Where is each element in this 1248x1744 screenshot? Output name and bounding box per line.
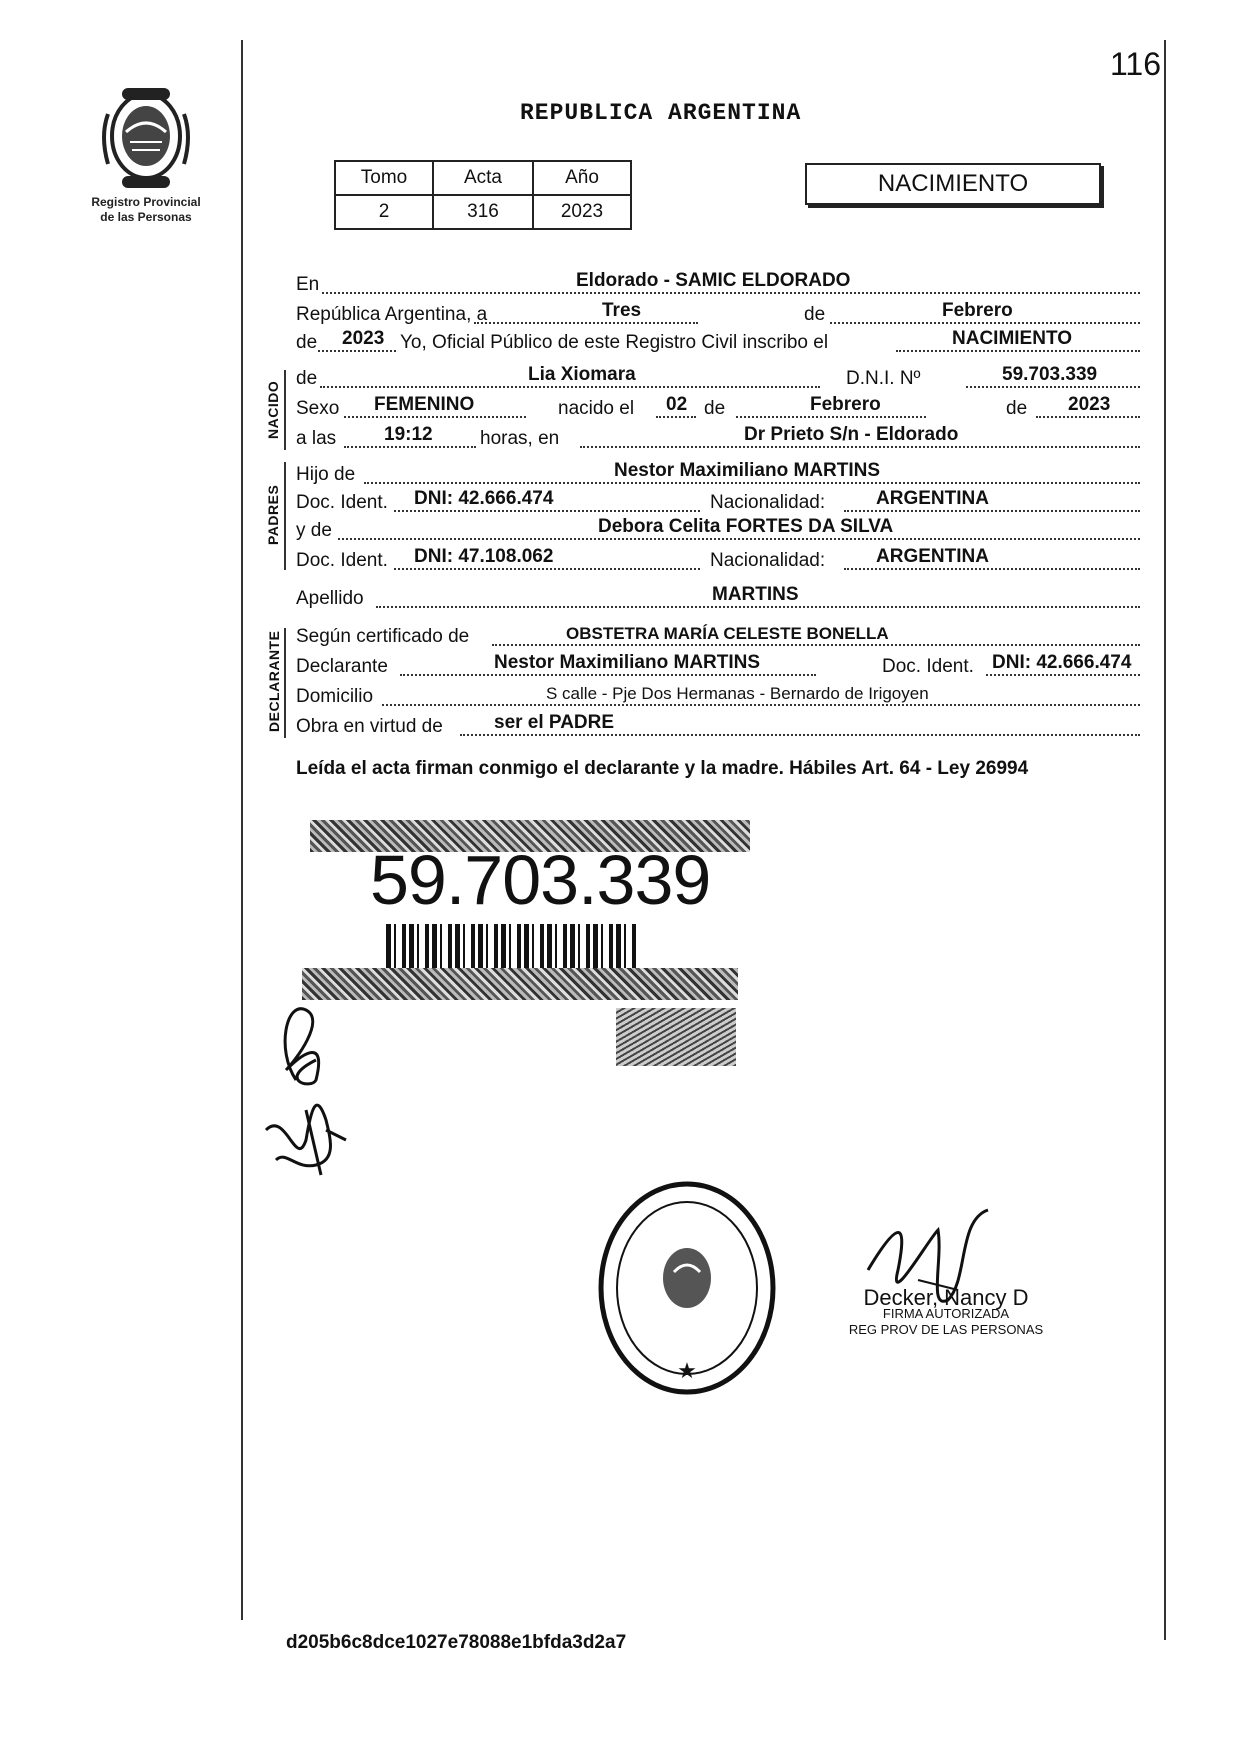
label-doc-ident-father: Doc. Ident. — [296, 492, 388, 513]
logo-caption-line2: de las Personas — [100, 210, 192, 224]
value-sexo: FEMENINO — [374, 394, 475, 415]
dni-barcode — [386, 924, 636, 968]
table-header-ano: Año — [533, 161, 631, 195]
label-doc-ident-mother: Doc. Ident. — [296, 550, 388, 571]
row-time — [296, 422, 1148, 452]
security-band-patch — [616, 1008, 736, 1066]
label-republica: República Argentina, a — [296, 304, 488, 325]
official-text: Yo, Oficial Público de este Registro Civil inscribo el — [400, 332, 829, 353]
page-title: REPUBLICA ARGENTINA — [520, 100, 802, 126]
value-place: Eldorado - SAMIC ELDORADO — [576, 270, 851, 291]
page-number: 116 — [1110, 46, 1162, 82]
value-obra: ser el PADRE — [494, 712, 615, 733]
row-obra — [296, 710, 1148, 740]
section-padres: PADRES — [265, 484, 281, 545]
label-de-name: de — [296, 368, 318, 389]
svg-text:★: ★ — [677, 1359, 697, 1384]
label-de: de — [804, 304, 826, 325]
padres-bracket — [284, 462, 286, 570]
value-certificado: OBSTETRA MARÍA CELESTE BONELLA — [566, 624, 889, 643]
row-father — [296, 458, 1148, 488]
value-child-dni: 59.703.339 — [1002, 364, 1098, 385]
value-birth-month: Febrero — [810, 394, 881, 415]
row-sex — [296, 392, 1148, 422]
table-header-tomo: Tomo — [335, 161, 433, 195]
row-domicilio — [296, 680, 1148, 710]
right-margin-line — [1164, 40, 1166, 1640]
label-horas: horas, en — [480, 428, 560, 449]
row-mother — [296, 514, 1148, 544]
authority-stamp — [846, 1285, 1046, 1338]
value-father-doc: DNI: 42.666.474 — [414, 488, 554, 509]
nacido-bracket — [284, 370, 286, 450]
value-mother-nat: ARGENTINA — [876, 546, 989, 567]
province-shield-icon — [96, 84, 196, 194]
label-year-de: de — [296, 332, 318, 353]
value-declarante-doc: DNI: 42.666.474 — [992, 652, 1132, 673]
section-declarante: DECLARANTE — [266, 630, 282, 732]
label-doc-ident-declarante: Doc. Ident. — [882, 656, 974, 677]
value-day-words: Tres — [602, 300, 642, 321]
row-place — [296, 268, 1148, 298]
declarant-signature — [256, 990, 366, 1180]
value-apellido: MARTINS — [712, 584, 799, 605]
label-nacionalidad-mother: Nacionalidad: — [710, 550, 826, 571]
dni-number-large: 59.703.339 — [370, 841, 711, 919]
security-band-bottom — [302, 968, 738, 1000]
section-nacido: NACIDO — [265, 380, 281, 439]
row-declarante — [296, 650, 1148, 680]
value-mother-doc: DNI: 47.108.062 — [414, 546, 554, 567]
label-obra: Obra en virtud de — [296, 716, 443, 737]
table-cell-acta: 316 — [433, 195, 533, 229]
row-apellido — [296, 582, 1148, 612]
document-hash: d205b6c8dce1027e78088e1bfda3d2a7 — [286, 1632, 627, 1653]
dni-stamp — [310, 820, 750, 960]
label-declarante: Declarante — [296, 656, 388, 677]
label-de-2: de — [1006, 398, 1028, 419]
value-mother: Debora Celita FORTES DA SILVA — [598, 516, 894, 537]
row-mother-doc — [296, 544, 1148, 574]
left-margin-line — [241, 40, 243, 1620]
row-certificado — [296, 620, 1148, 650]
value-year: 2023 — [342, 328, 385, 349]
value-birth-place: Dr Prieto S/n - Eldorado — [744, 424, 959, 445]
row-official — [296, 326, 1148, 356]
row-name — [296, 362, 1148, 392]
authority-name: Decker, Nancy D — [863, 1285, 1029, 1310]
row-father-doc — [296, 486, 1148, 516]
table-cell-tomo: 2 — [335, 195, 433, 229]
official-seal — [592, 1178, 782, 1398]
label-y-de: y de — [296, 520, 332, 541]
label-sexo: Sexo — [296, 398, 340, 419]
value-birth-day: 02 — [666, 394, 688, 415]
row-date — [296, 298, 1148, 328]
table-cell-ano: 2023 — [533, 195, 631, 229]
authority-office: REG PROV DE LAS PERSONAS — [848, 1322, 1044, 1337]
label-domicilio: Domicilio — [296, 686, 374, 707]
label-apellido: Apellido — [296, 588, 364, 609]
label-segun-certificado: Según certificado de — [296, 626, 470, 647]
label-nacionalidad-father: Nacionalidad: — [710, 492, 826, 513]
value-declarante: Nestor Maximiliano MARTINS — [494, 652, 761, 673]
misiones-logo — [86, 84, 206, 234]
legal-note: Leída el acta firman conmigo el declarante y la madre. Hábiles Art. 64 - Ley 26994 — [296, 758, 1029, 779]
declarante-bracket — [284, 628, 286, 738]
label-a-las: a las — [296, 428, 337, 449]
label-hijo-de: Hijo de — [296, 464, 356, 485]
table-header-acta: Acta — [433, 161, 533, 195]
value-father-nat: ARGENTINA — [876, 488, 989, 509]
record-type-box: NACIMIENTO — [805, 163, 1101, 205]
logo-caption-line1: Registro Provincial — [91, 195, 201, 209]
value-child-name: Lia Xiomara — [528, 364, 636, 385]
label-nacido-el: nacido el — [558, 398, 635, 419]
value-time: 19:12 — [384, 424, 433, 445]
value-father: Nestor Maximiliano MARTINS — [614, 460, 881, 481]
registry-table — [334, 160, 632, 230]
label-dni: D.N.I. Nº — [846, 368, 921, 389]
value-month: Febrero — [942, 300, 1013, 321]
authority-role: FIRMA AUTORIZADA — [882, 1306, 1010, 1321]
value-domicilio: S calle - Pje Dos Hermanas - Bernardo de Irigoyen — [546, 684, 929, 703]
label-de-1: de — [704, 398, 726, 419]
label-en: En — [296, 274, 320, 295]
value-record-kind: NACIMIENTO — [952, 328, 1072, 349]
value-birth-year: 2023 — [1068, 394, 1111, 415]
